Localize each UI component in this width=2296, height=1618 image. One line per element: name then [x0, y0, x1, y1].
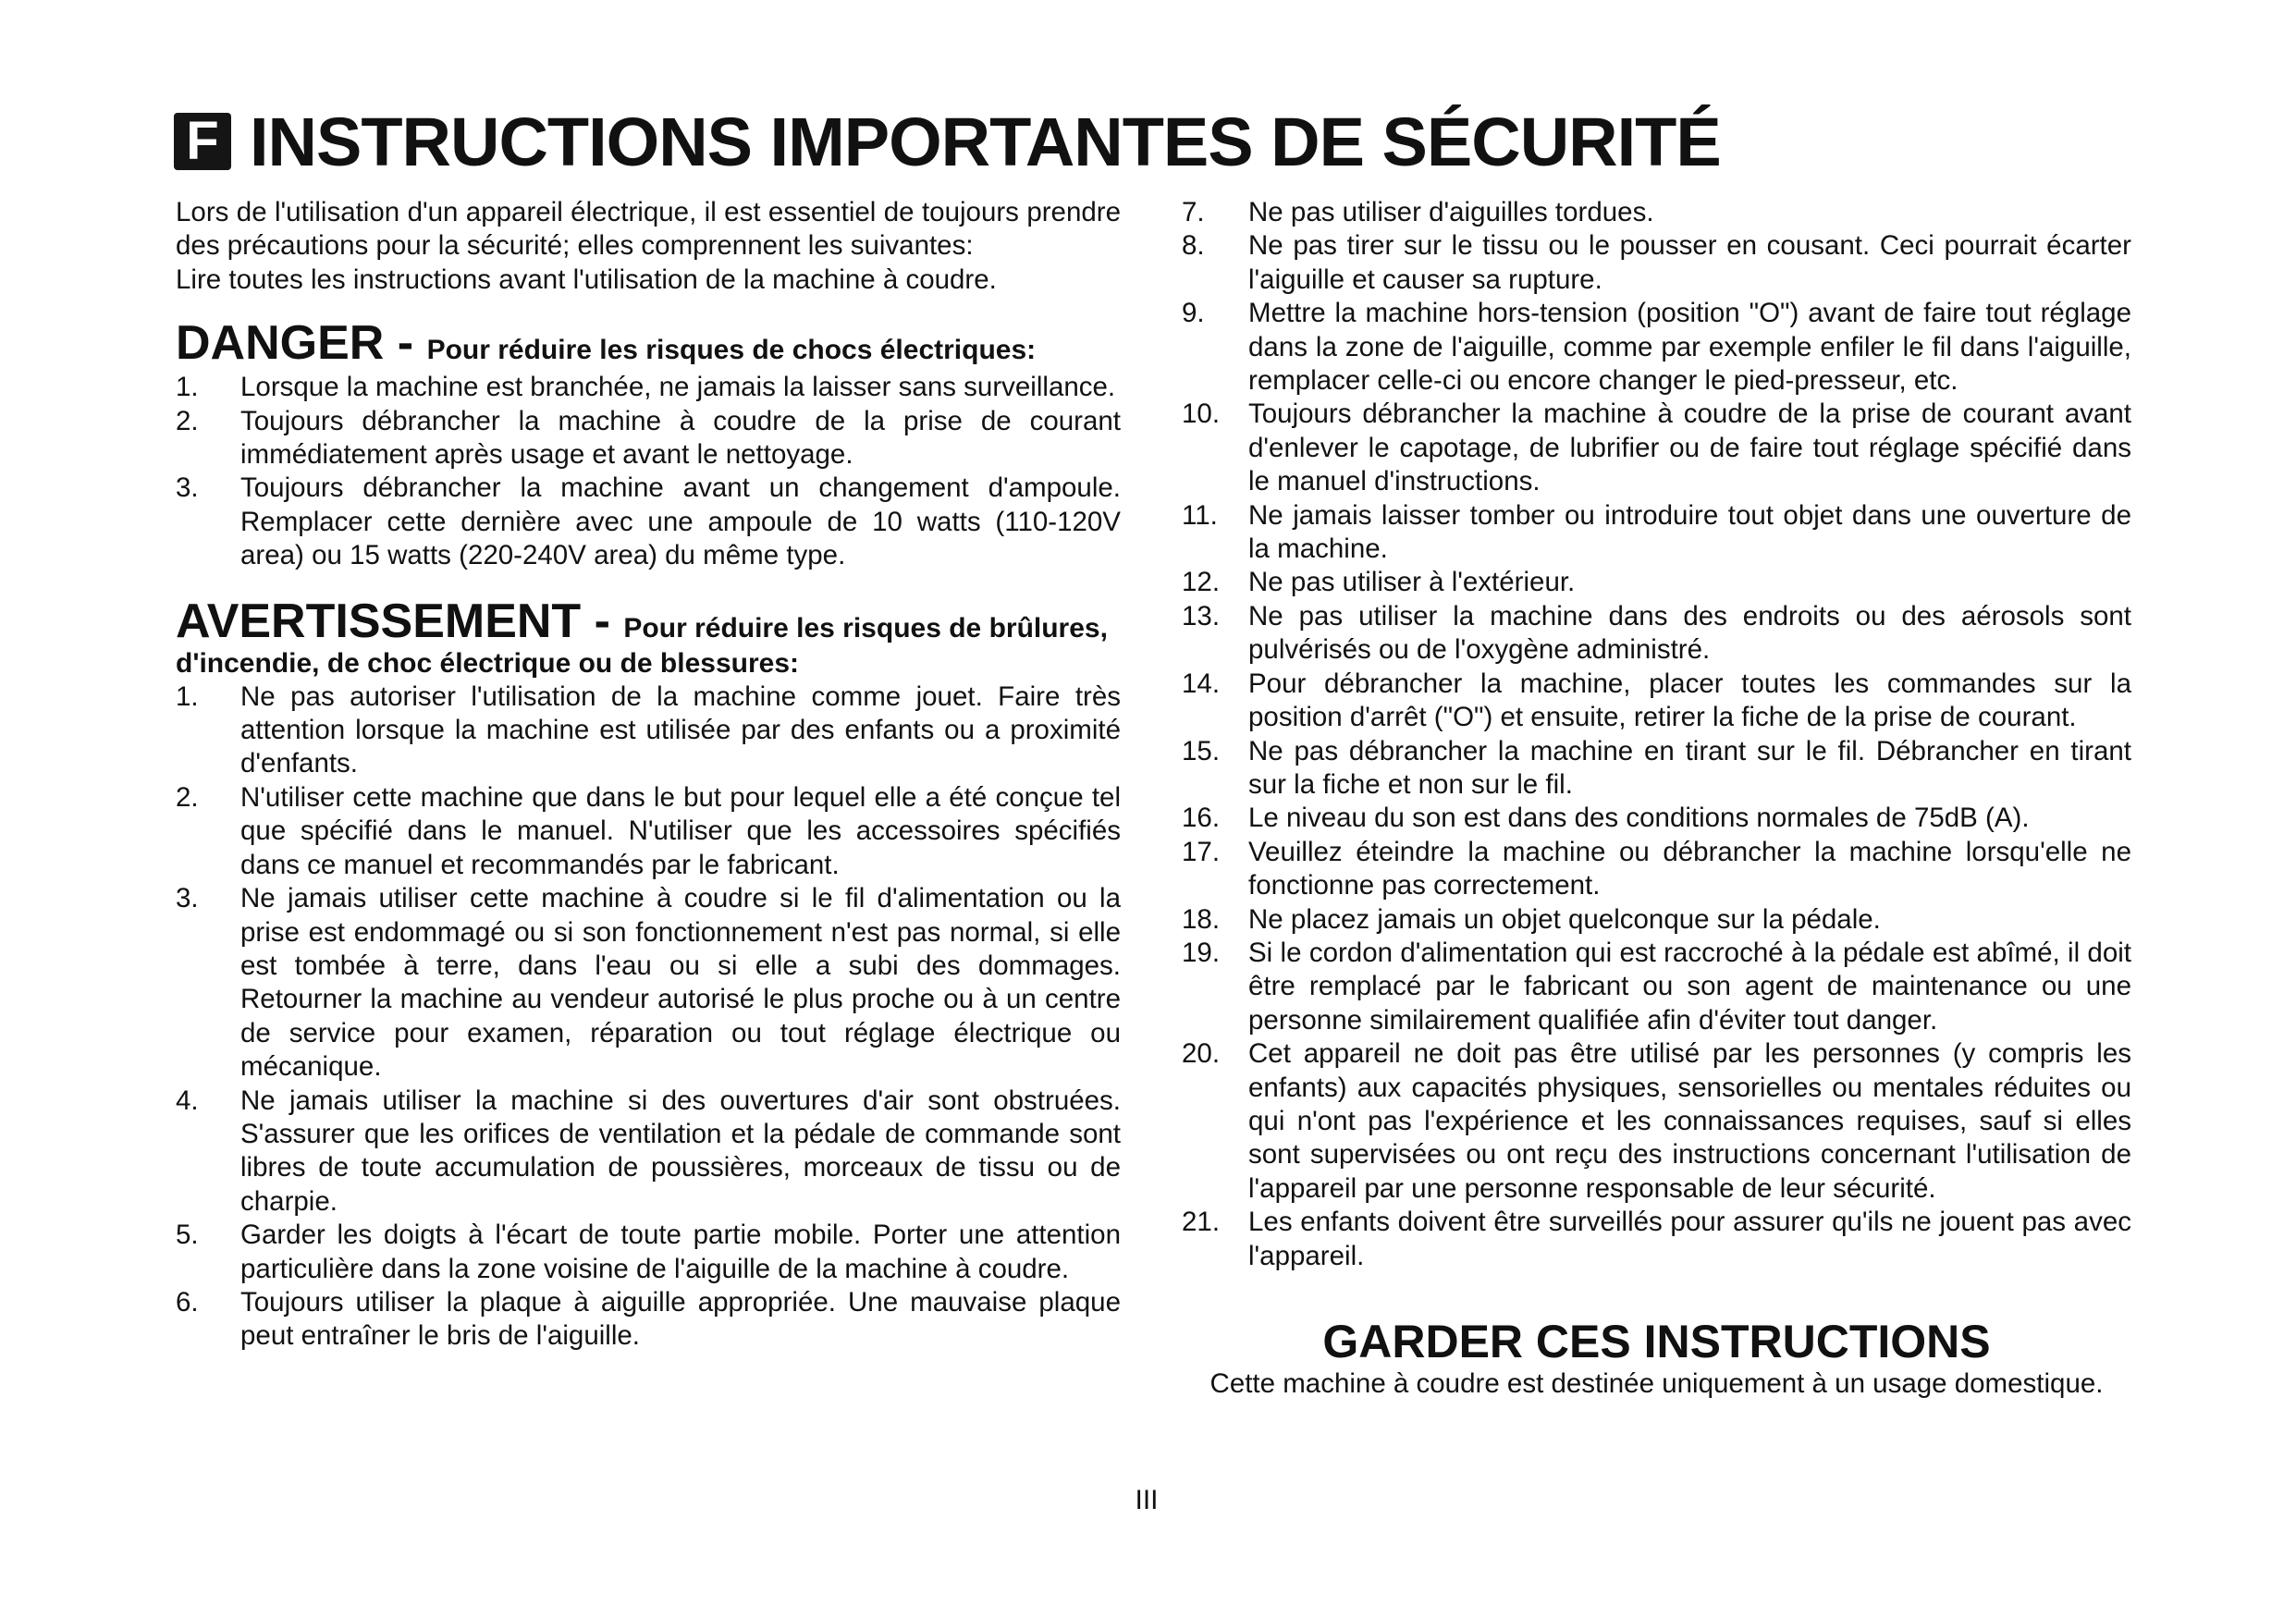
item-text: Pour débrancher la machine, placer toutes les commandes sur la position d'arrêt ("O") et ensuite, retirer la fiche de la prise de courant. — [1248, 668, 2131, 733]
list-item — [1182, 398, 2131, 498]
list-item — [1182, 297, 2131, 398]
item-text: Ne pas autoriser l'utilisation de la machine comme jouet. Faire très attention lorsque la machine est utilisée par des enfants ou a proximité d'enfants. — [240, 680, 1121, 779]
item-text: Si le cordon d'alimentation qui est raccroché à la pédale est abîmé, il doit être remplacé par le fabricant ou son agent de maintenance ou une personne similairement qualifiée afin d'éviter tout danger. — [1248, 937, 2131, 1036]
item-number: 21. — [1182, 1207, 1221, 1238]
warning-subtitle-line2: d'incendie, de choc électrique ou de blessures: — [176, 647, 799, 679]
warning-dash: - — [581, 594, 624, 648]
item-number: 19. — [1182, 937, 1221, 968]
list-item — [176, 882, 1121, 1084]
item-number: 10. — [1182, 398, 1221, 430]
domestic-use-note: Cette machine à coudre est destinée uniquement à un usage domestique. — [1209, 1368, 2104, 1399]
item-text: Mettre la machine hors-tension (position "O") avant de faire tout réglage dans la zone de l'aiguille, comme par exemple enfiler le fil dans l'aiguille, remplacer celle-ci ou encore changer le pied-presseur, etc. — [1248, 298, 2131, 397]
item-text: Ne pas utiliser d'aiguilles tordues. — [1248, 197, 1654, 227]
list-item — [1182, 499, 2131, 567]
item-text: Toujours débrancher la machine à coudre de la prise de courant avant d'enlever le capotage, de lubrifier ou de faire tout réglage spécifié dans le manuel d'instructions. — [1248, 398, 2131, 497]
item-number: 1. — [176, 680, 199, 712]
danger-heading — [176, 316, 1121, 371]
item-text: Garder les doigts à l'écart de toute partie mobile. Porter une attention particulière dans la zone voisine de l'aiguille de la machine à coudre. — [240, 1220, 1121, 1284]
item-number: 9. — [1182, 298, 1205, 329]
item-text: Cet appareil ne doit pas être utilisé par les personnes (y compris les enfants) aux capacités physiques, sensorielles ou mentales réduites ou qui n'ont pas l'expérience et les connaissances requises, sauf si elles sont supervisées ou ont reçu des instructions concernant l'utilisation de l'appareil par une personne responsable de leur sécurité. — [1248, 1038, 2131, 1204]
item-number: 14. — [1182, 668, 1221, 699]
page-title-text: INSTRUCTIONS IMPORTANTES DE SÉCURITÉ — [250, 103, 1721, 180]
list-item — [1182, 735, 2131, 803]
list-item — [176, 1219, 1121, 1286]
warning-list-left — [176, 680, 1121, 1354]
list-item — [1182, 196, 2131, 229]
item-text: Ne jamais utiliser cette machine à coudre si le fil d'alimentation ou la prise est endommagé ou si son fonctionnement n'est pas normal, si elle est tombée à terre, dans l'eau ou si elle a subi des dommages. Retourner la machine au vendeur autorisé le plus proche ou à un centre de service pour examen, réparation ou tout réglage électrique ou mécanique. — [240, 883, 1121, 1083]
warning-subtitle-line1: Pour réduire les risques de brûlures, — [623, 612, 1108, 644]
list-item — [1182, 903, 2131, 937]
item-text: Veuillez éteindre la machine ou débrancher la machine lorsqu'elle ne fonctionne pas correctement. — [1248, 836, 2131, 901]
item-text: Toujours débrancher la machine avant un changement d'ampoule. Remplacer cette dernière avec une ampoule de 10 watts (110-120V area) ou 15 watts (220-240V area) du même type. — [240, 472, 1121, 571]
list-item — [1182, 566, 2131, 599]
list-item — [1182, 1037, 2131, 1206]
item-text: Les enfants doivent être surveillés pour assurer qu'ils ne jouent pas avec l'appareil. — [1248, 1207, 2131, 1271]
item-text: Ne jamais laisser tomber ou introduire tout objet dans une ouverture de la machine. — [1248, 499, 2131, 565]
page-title — [174, 104, 1721, 179]
item-number: 1. — [176, 372, 199, 403]
danger-list — [176, 371, 1121, 572]
list-item — [176, 680, 1121, 781]
list-item — [1182, 600, 2131, 668]
item-number: 3. — [176, 883, 199, 914]
list-item — [176, 371, 1121, 404]
item-text: Ne pas débrancher la machine en tirant sur le fil. Débrancher en tirant sur la fiche et non sur le fil. — [1248, 735, 2131, 800]
item-text: Lorsque la machine est branchée, ne jamais la laisser sans surveillance. — [240, 372, 1116, 403]
item-text: Ne pas utiliser à l'extérieur. — [1248, 567, 1576, 598]
intro-read-instructions: Lire toutes les instructions avant l'utilisation de la machine à coudre. — [176, 264, 997, 295]
list-item — [1182, 1206, 2131, 1273]
item-text: Ne pas utiliser la machine dans des endroits ou des aérosols sont pulvérisés ou de l'oxygène administré. — [1248, 600, 2131, 666]
item-number: 6. — [176, 1286, 199, 1318]
danger-subtitle: Pour réduire les risques de chocs électriques: — [426, 335, 1037, 366]
item-number: 17. — [1182, 836, 1221, 867]
item-text: Toujours débrancher la machine à coudre de la prise de courant immédiatement après usage et avant le nettoyage. — [240, 405, 1121, 471]
item-text: N'utiliser cette machine que dans le but pour lequel elle a été conçue tel que spécifié dans le manuel. N'utiliser que les accessoires spécifiés dans ce manuel et recommandés par le fabricant. — [240, 781, 1121, 880]
danger-dash: - — [384, 316, 427, 371]
item-number: 15. — [1182, 735, 1221, 766]
item-number: 11. — [1182, 499, 1218, 531]
list-item — [1182, 836, 2131, 903]
item-text: Ne placez jamais un objet quelconque sur la pédale. — [1248, 903, 1881, 935]
item-number: 16. — [1182, 803, 1221, 834]
danger-keyword: DANGER — [176, 316, 385, 371]
warning-heading — [176, 594, 1121, 680]
item-number: 3. — [176, 472, 199, 504]
item-text: Ne jamais utiliser la machine si des ouvertures d'air sont obstruées. S'assurer que les orifices de ventilation et la pédale de commande sont libres de toute accumulation de poussières, morceaux de tissu ou de charpie. — [240, 1085, 1121, 1217]
right-column — [1182, 196, 2131, 1401]
item-number: 20. — [1182, 1038, 1221, 1070]
item-number: 8. — [1182, 230, 1205, 262]
list-item — [1182, 802, 2131, 835]
list-item — [176, 1286, 1121, 1354]
item-text: Ne pas tirer sur le tissu ou le pousser en cousant. Ceci pourrait écarter l'aiguille et causer sa rupture. — [1248, 230, 2131, 295]
list-item — [176, 472, 1121, 572]
item-number: 5. — [176, 1220, 199, 1251]
list-item — [1182, 229, 2131, 297]
warning-keyword: AVERTISSEMENT — [176, 594, 582, 648]
item-number: 2. — [176, 781, 199, 813]
list-item — [1182, 668, 2131, 735]
warning-list-right — [1182, 196, 2131, 1273]
item-number: 13. — [1182, 600, 1221, 631]
item-number: 2. — [176, 405, 199, 436]
keep-instructions-heading: GARDER CES INSTRUCTIONS — [1322, 1316, 1991, 1367]
item-text: Toujours utiliser la plaque à aiguille appropriée. Une mauvaise plaque peut entraîner le bris de l'aiguille. — [240, 1286, 1121, 1352]
list-item — [1182, 937, 2131, 1037]
intro-paragraph: Lors de l'utilisation d'un appareil électrique, il est essentiel de toujours prendre des précautions pour la sécurité; elles comprennent les suivantes: — [176, 197, 1121, 262]
left-column — [176, 196, 1121, 1354]
item-text: Le niveau du son est dans des conditions normales de 75dB (A). — [1248, 803, 2030, 834]
item-number: 7. — [1182, 197, 1205, 227]
item-number: 18. — [1182, 903, 1221, 935]
list-item — [176, 1085, 1121, 1220]
list-item — [176, 781, 1121, 882]
language-badge: F — [174, 113, 231, 170]
item-number: 4. — [176, 1085, 199, 1116]
page-number: III — [1135, 1485, 1159, 1515]
item-number: 12. — [1182, 567, 1221, 598]
list-item — [176, 405, 1121, 472]
